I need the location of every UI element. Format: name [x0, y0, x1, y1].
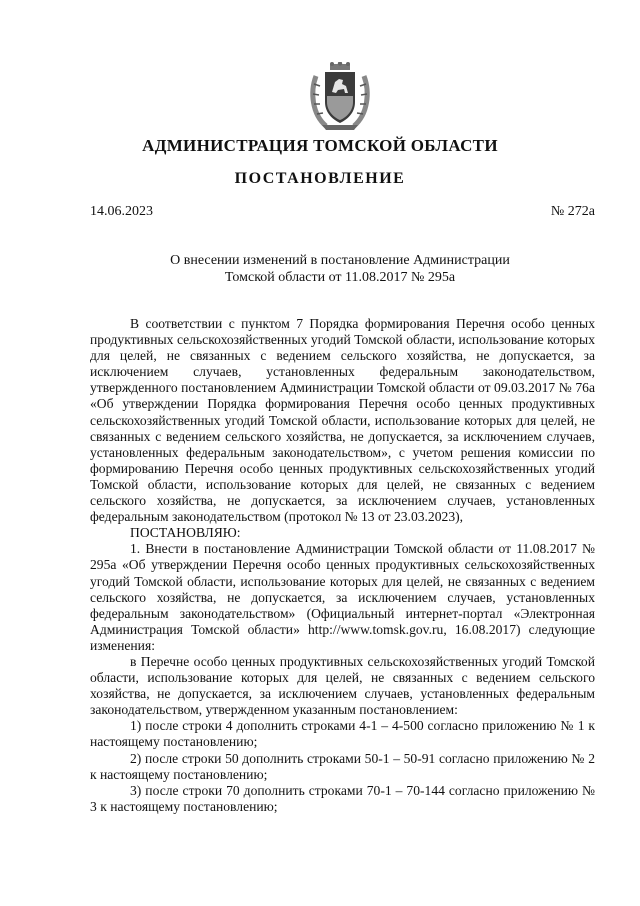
resolve-heading: ПОСТАНОВЛЯЮ:	[130, 525, 241, 541]
document-type: ПОСТАНОВЛЕНИЕ	[234, 170, 406, 187]
preamble-paragraph: В соответствии с пунктом 7 Порядка формирования Перечня особо ценных продуктивных сельскохозяйственных угодий Томской области, использование которых для целей, не связанных с ведением сельского хозяйства, не допускается, за исключением случаев, установленных федеральным законодательством, утвержденного постановлением Администрации Томской области от 09.03.2017 № 76а «Об утверждении Порядка формирования Перечня особо ценных продуктивных сельскохозяйственных угодий Томской области, использование которых для целей, не связанных с ведением сельского хозяйства, не допускается, за исключением случаев, установленных федеральным законодательством», с учетом решения комиссии по формированию Перечня особо ценных продуктивных сельскохозяйственных угодий Томской области, использование которых для целей, не связанных с ведением сельского хозяйства, не допускается, за исключением случаев, установленных федеральным законодательством (протокол № 13 от 23.03.2023),	[90, 316, 595, 525]
item-1-paragraph: 1. Внести в постановление Администрации Томской области от 11.08.2017 № 295а «Об утверждении Перечня особо ценных продуктивных сельскохозяйственных угодий Томской области, использование которых для целей, не связанных с ведением сельского хозяйства, не допускается, за исключением случаев, установленных федеральным законодательством» (Официальный интернет-портал «Электронная Администрация Томской области» http://www.tomsk.gov.ru, 16.08.2017) следующие изменения:	[90, 541, 595, 653]
item-1-list-intro: в Перечне особо ценных продуктивных сельскохозяйственных угодий Томской области, использование которых для целей, не связанных с ведением сельского хозяйства, не допускается, за исключением случаев, установленных федеральным законодательством, утвержденном указанным постановлением:	[90, 653, 595, 718]
document-date: 14.06.2023	[90, 204, 153, 219]
title-line-1: О внесении изменений в постановление Администрации	[170, 253, 510, 268]
sub-item-3: 3) после строки 70 дополнить строками 70-1 – 70-144 согласно приложению № 3 к настоящему постановлению;	[90, 782, 595, 814]
document-number: № 272а	[550, 204, 595, 219]
tomsk-oblast-coat-of-arms-icon	[308, 62, 372, 134]
document-body	[90, 316, 595, 815]
sub-item-1: 1) после строки 4 дополнить строками 4-1 – 4-500 согласно приложению № 1 к настоящему постановлению;	[90, 718, 595, 750]
sub-item-2: 2) после строки 50 дополнить строками 50-1 – 50-91 согласно приложению № 2 к настоящему постановлению;	[90, 750, 595, 782]
document-title	[120, 252, 560, 286]
title-line-2: Томской области от 11.08.2017 № 295а	[224, 270, 456, 285]
organization-name: АДМИНИСТРАЦИЯ ТОМСКОЙ ОБЛАСТИ	[142, 136, 498, 155]
